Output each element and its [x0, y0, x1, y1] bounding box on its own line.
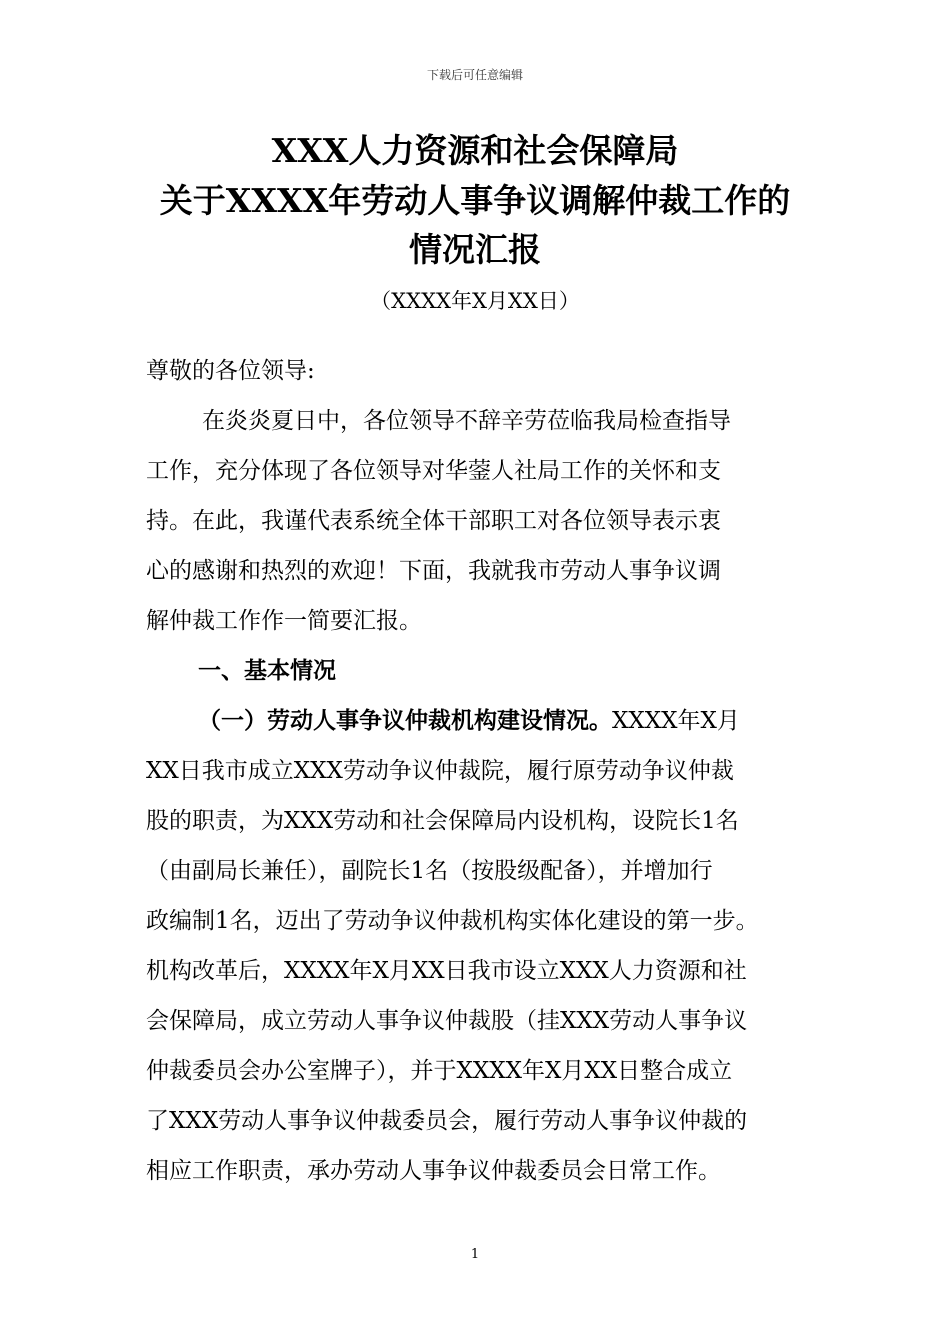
subsection-1-heading: （一）劳动人事争议仲裁机构建设情况。 — [198, 707, 612, 734]
section-1-heading: 一、基本情况 — [198, 657, 336, 684]
header-note: 下载后可任意编辑 — [426, 68, 523, 82]
subsection-1-line-7: 会保障局，成立劳动人事争议仲裁股（挂XXX劳动人事争议 — [146, 1008, 748, 1034]
paragraph-1-line-3: 持。在此，我谨代表系统全体干部职工对各位领导表示衷 — [146, 508, 721, 534]
subsection-1-line-5: 政编制1名，迈出了劳动争议仲裁机构实体化建设的第一步。 — [146, 908, 759, 934]
subsection-1-line-4: （由副局长兼任），副院长1名（按股级配备），并增加行 — [146, 858, 713, 884]
subsection-1-first-line-text: XXXX年X月 — [612, 708, 740, 734]
subsection-1-line-9: 了XXX劳动人事争议仲裁委员会，履行劳动人事争议仲裁的 — [146, 1108, 748, 1134]
title-line-3: 情况汇报 — [409, 230, 541, 269]
paragraph-1-line-1: 在炎炎夏日中，各位领导不辞辛劳莅临我局检查指导 — [202, 408, 731, 434]
paragraph-1-line-5: 解仲裁工作作一简要汇报。 — [146, 608, 422, 634]
page-number: 1 — [470, 1247, 480, 1262]
subsection-1-line-2: XX日我市成立XXX劳动争议仲裁院，履行原劳动争议仲裁 — [146, 758, 734, 784]
salutation: 尊敬的各位领导: — [146, 358, 315, 384]
paragraph-1-line-4: 心的感谢和热烈的欢迎！下面，我就我市劳动人事争议调 — [146, 558, 721, 584]
report-date: （XXXX年X月XX日） — [370, 289, 580, 313]
paragraph-1-line-2: 工作，充分体现了各位领导对华蓥人社局工作的关怀和支 — [146, 458, 721, 484]
subsection-1-line-10: 相应工作职责，承办劳动人事争议仲裁委员会日常工作。 — [146, 1158, 721, 1184]
subsection-1-first-line — [146, 696, 826, 746]
subsection-1-line-8: 仲裁委员会办公室牌子），并于XXXX年X月XX日整合成立 — [146, 1058, 733, 1084]
title-line-1: XXX人力资源和社会保障局 — [271, 131, 679, 170]
subsection-1-line-6: 机构改革后，XXXX年X月XX日我市设立XXX人力资源和社 — [146, 958, 747, 984]
subsection-1-line-3: 股的职责，为XXX劳动和社会保障局内设机构，设院长1名 — [146, 808, 739, 834]
title-line-2: 关于XXXX年劳动人事争议调解仲裁工作的 — [159, 181, 791, 220]
